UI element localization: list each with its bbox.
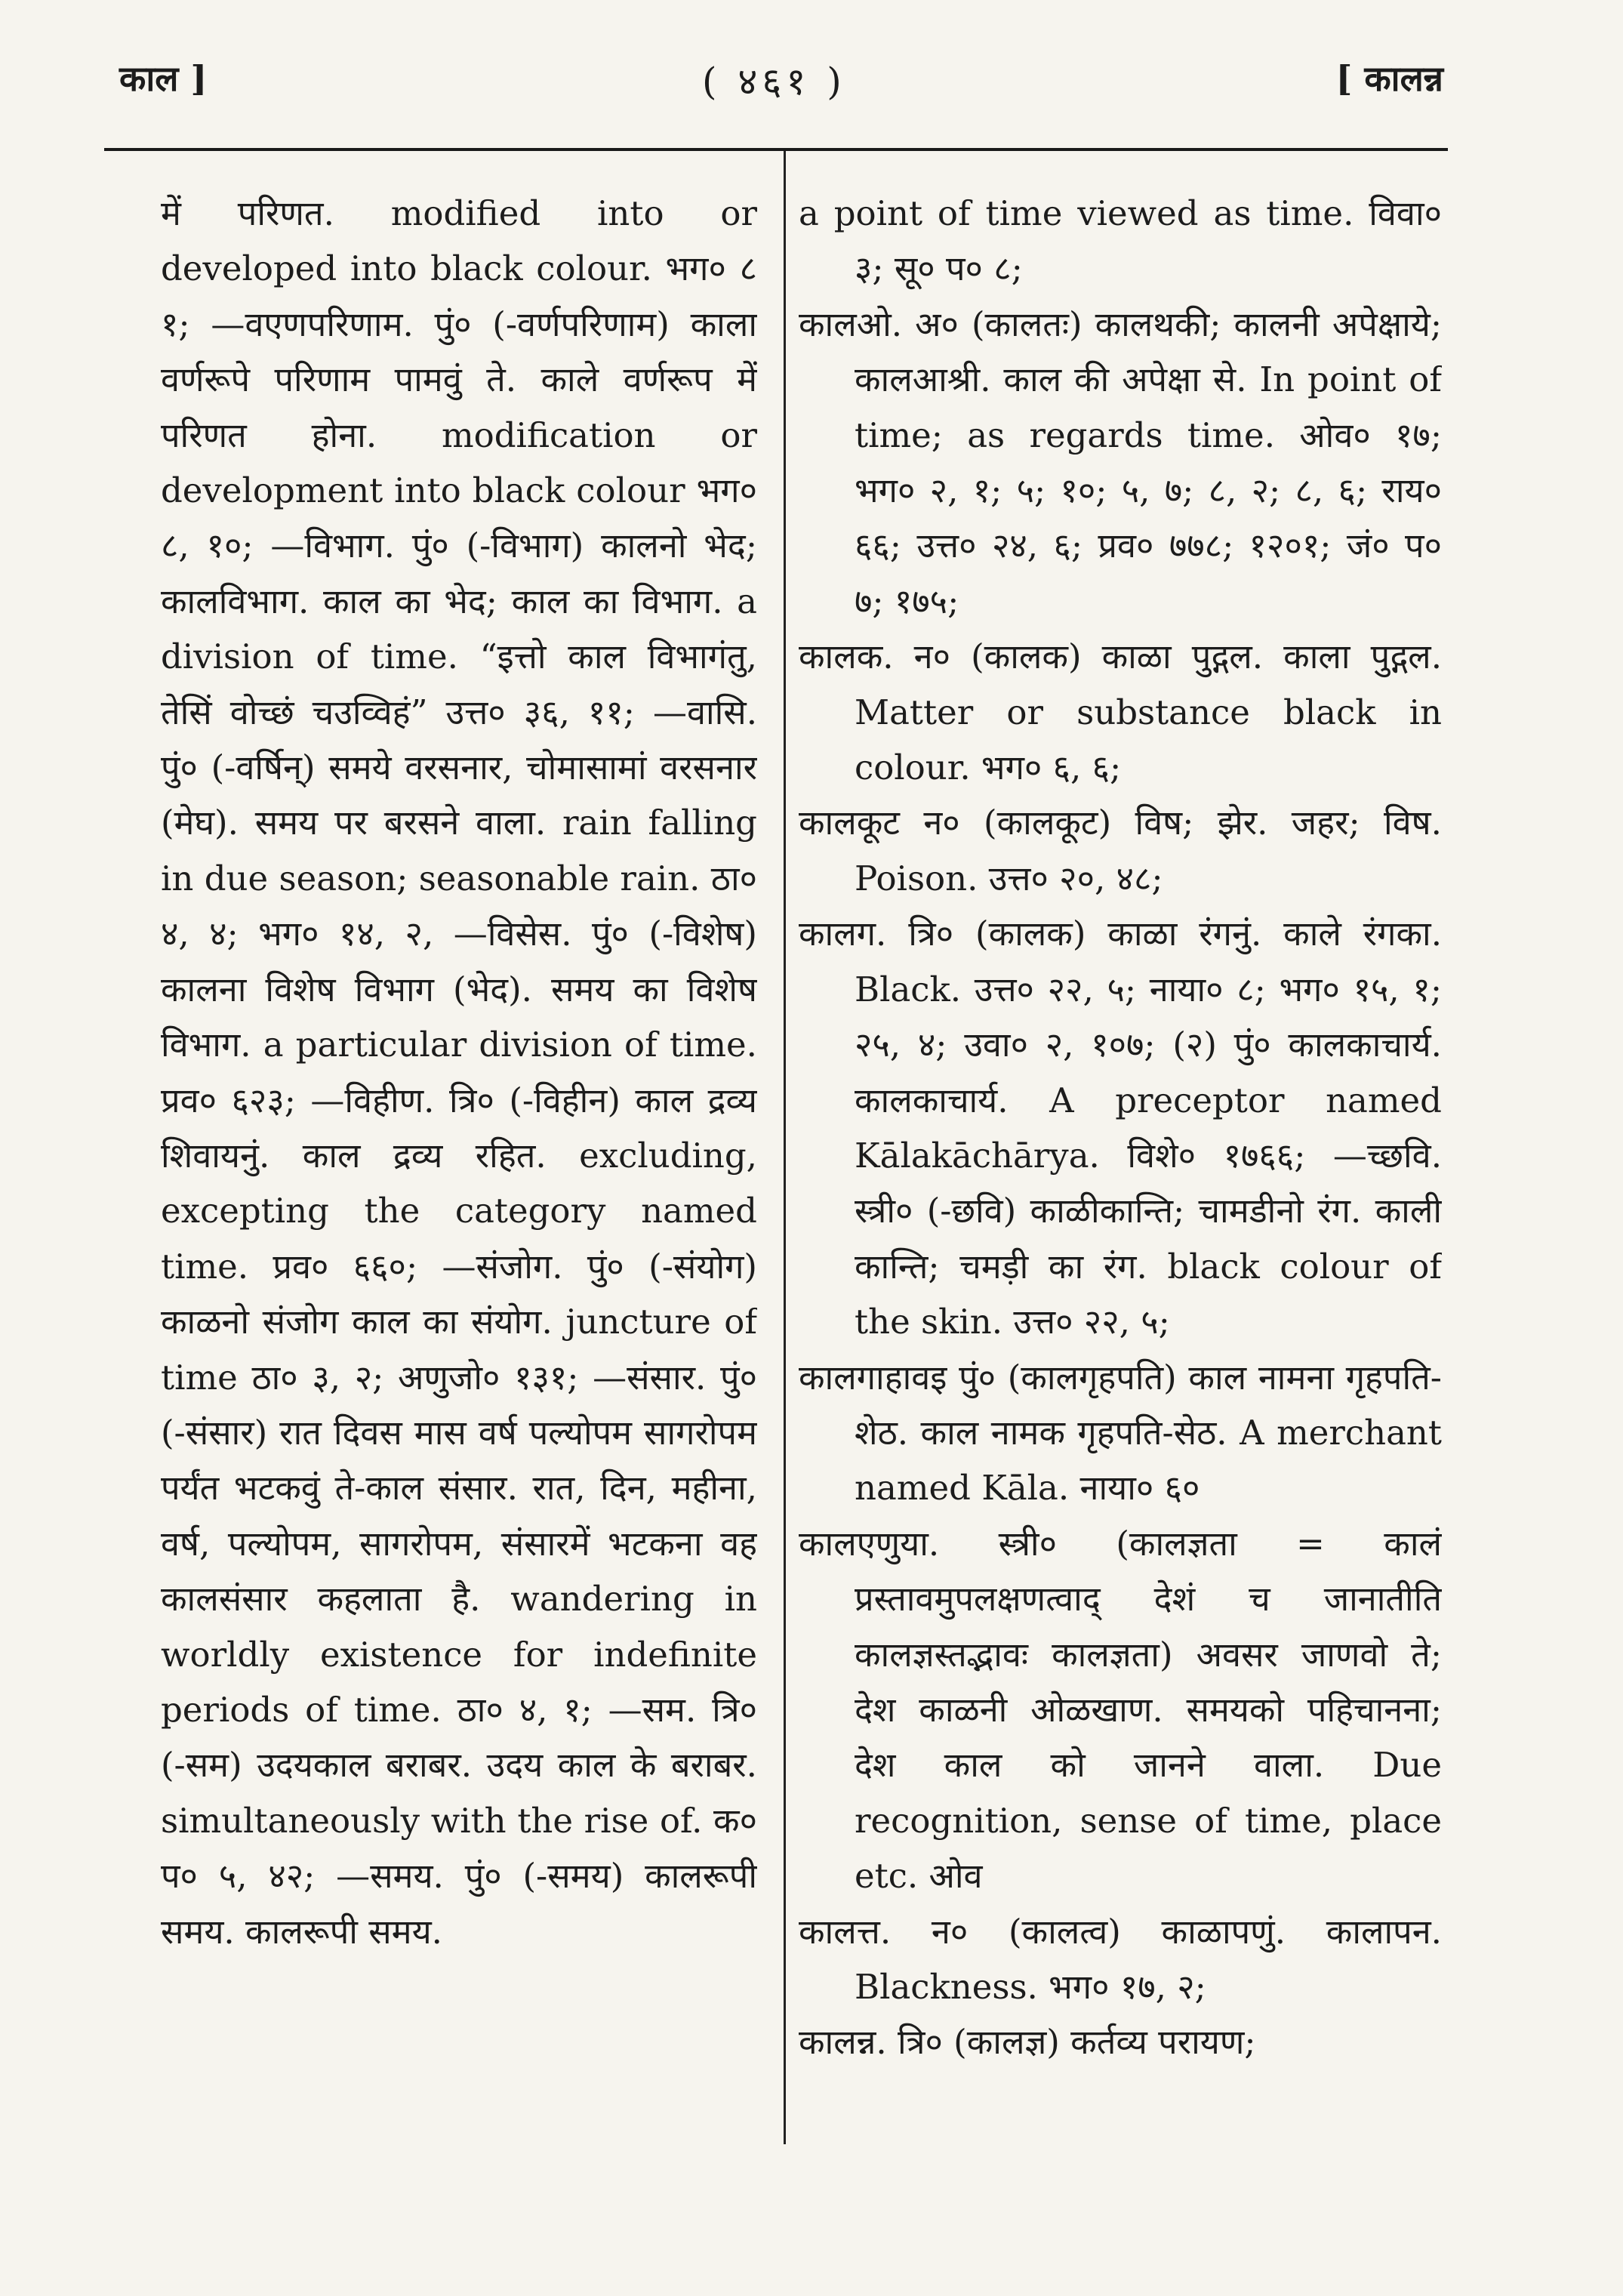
dictionary-entry: कालक. न० (कालक) काळा पुद्गल. काला पुद्गल. Matter or substance black in colour. भग० ६, ६; bbox=[799, 636, 1442, 788]
dictionary-entry: कालकूट न० (कालकूट) विष; झेर. जहर; विष. Poison. उत्त० २०, ४८; bbox=[799, 803, 1442, 898]
dictionary-entry: कालओ. अ० (कालतः) कालथकी; कालनी अपेक्षाये; कालआश्री. काल की अपेक्षा से. In point of time; as regards time. ओव० १७; भग० २, १; ५; १०; ५, ७; ८, २; ८, ६; राय० ६६; उत्त० २४, ६; प्रव० ७७८; १२०१; जं० प० ७; १७५; bbox=[799, 304, 1442, 621]
dictionary-entry: कालगाहावइ पुं० (कालगृहपति) काल नामना गृहपति-शेठ. काल नामक गृहपति-सेठ. A merchant named Kāla. नाया० ६० bbox=[799, 1357, 1442, 1509]
header-rule bbox=[104, 148, 1448, 151]
dictionary-entry: कालएणुया. स्त्री० (कालज्ञता = कालं प्रस्तावमुपलक्षणत्वाद् देशं च जानातीति कालज्ञस्तद्भावः कालज्ञता) अवसर जाणवो ते; देश काळनी ओळखाण. समयको पहिचानना; देश काल को जानने वाला. Due recognition, sense of time, place etc. ओव bbox=[799, 1523, 1442, 1897]
left-column bbox=[161, 186, 757, 2149]
running-head-left: काल ] bbox=[119, 58, 208, 99]
dictionary-entry: a point of time viewed as time. विवा० ३; सू० प० ८; bbox=[799, 193, 1442, 289]
dictionary-entry: कालत्त. न० (कालत्व) काळापणुं. कालापन. Blackness. भग० १७, २; bbox=[799, 1911, 1442, 2007]
right-column bbox=[799, 186, 1442, 2149]
dictionary-entry-continuation: में परिणत. modified into or developed into black colour. भग० ८ १; —वएणपरिणाम. पुं० (-वर्णपरिणाम) काला वर्णरूपे परिणाम पामवुं ते. काले वर्णरूप में परिणत होना. modification or development into black colour भग० ८, १०; —विभाग. पुं० (-विभाग) कालनो भेद; कालविभाग. काल का भेद; काल का विभाग. a division of time. “इत्तो काल विभागंतु, तेसिं वोच्छं चउव्विहं” उत्त० ३६, ११; —वासि. पुं० (-वर्षिन्) समये वरसनार, चोमासामां वरसनार (मेघ). समय पर बरसने वाला. rain falling in due season; seasonable rain. ठा० ४, ४; भग० १४, २, —विसेस. पुं० (-विशेष) कालना विशेष विभाग (भेद). समय का विशेष विभाग. a particular division of time. प्रव० ६२३; —विहीण. त्रि० (-विहीन) काल द्रव्य शिवायनुं. काल द्रव्य रहित. excluding, excepting the category named time. प्रव० ६६०; —संजोग. पुं० (-संयोग) काळनो संजोग काल का संयोग. juncture of time ठा० ३, २; अणुजो० १३१; —संसार. पुं० (-संसार) रात दिवस मास वर्ष पल्योपम सागरोपम पर्यंत भटकवुं ते-काल संसार. रात, दिन, महीना, वर्ष, पल्योपम, सागरोपम, संसारमें भटकना वह कालसंसार कहलाता है. wandering in worldly existence for indefinite periods of time. ठा० ४, १; —सम. त्रि० (-सम) उदयकाल बराबर. उदय काल के बराबर. simultaneously with the rise of. क० प० ५, ४२; —समय. पुं० (-समय) कालरूपी समय. कालरूपी समय. bbox=[161, 193, 757, 1952]
page-number: ( ४६१ ) bbox=[702, 60, 846, 103]
dictionary-entry: कालन्न. त्रि० (कालज्ञ) कर्तव्य परायण; bbox=[799, 2022, 1256, 2063]
running-head-right: [ कालन्न bbox=[1335, 58, 1443, 99]
column-divider bbox=[784, 151, 786, 2144]
dictionary-entry: कालग. त्रि० (कालक) काळा रंगनुं. काले रंगका. Black. उत्त० २२, ५; नाया० ८; भग० १५, १; २५, ४; उवा० २, १०७; (२) पुं० कालकाचार्य. कालकाचार्य. A preceptor named Kālakāchārya. विशे० १७६६; —च्छवि. स्त्री० (-छवि) काळीकान्ति; चामडीनो रंग. काली कान्ति; चमड़ी का रंग. black colour of the skin. उत्त० २२, ५; bbox=[799, 914, 1442, 1342]
